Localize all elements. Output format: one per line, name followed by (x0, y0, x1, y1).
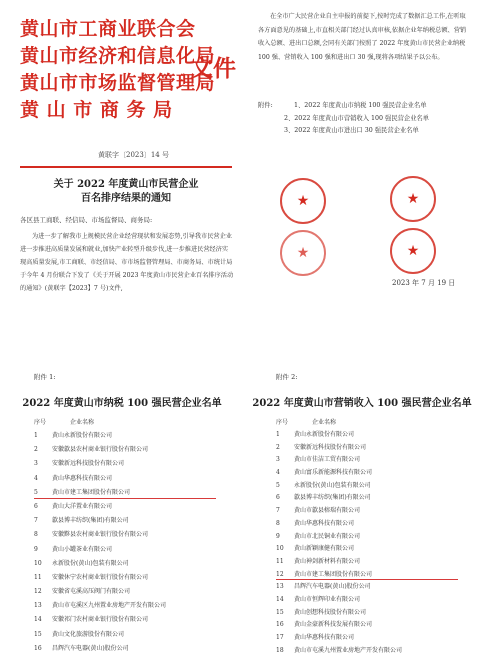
company-name: 黄山创想科技股份有限公司 (294, 608, 367, 616)
column-header-number: 序号 (276, 419, 289, 426)
table-row (34, 557, 234, 571)
table-row (276, 594, 476, 607)
list-title: 2022 年度黄山市营销收入 100 强民营企业名单 (252, 398, 472, 409)
table-row (276, 645, 476, 657)
row-number: 7 (34, 517, 38, 525)
company-name: 黄山市屯溪九州置业房地产开发有限公司 (294, 646, 403, 654)
table-row (34, 585, 234, 599)
row-number: 13 (276, 583, 284, 591)
row-number: 3 (34, 460, 38, 468)
star-icon: ★ (296, 245, 310, 261)
issuer-header (20, 16, 215, 124)
company-name: 安徽休宁农村商业银行股份有限公司 (52, 573, 149, 581)
company-name: 黄山富乐新能源科技有限公司 (294, 469, 373, 477)
company-name: 安徽新远科技股份有限公司 (294, 443, 367, 451)
table-row (276, 518, 476, 531)
company-name: 永新股份(黄山)包装有限公司 (294, 481, 371, 489)
row-number: 11 (34, 573, 42, 581)
row-number: 5 (276, 481, 280, 489)
company-name: 黄山市北民铜业有限公司 (294, 532, 361, 540)
company-name: 黄山华惠科技有限公司 (52, 474, 113, 482)
star-icon: ★ (406, 191, 420, 207)
company-name: 安徽祁门农村商业银行股份有限公司 (52, 616, 149, 624)
attachment-item: 3、2022 年度黄山市进出口 30 强民营企业名单 (284, 127, 419, 134)
row-number: 5 (34, 488, 38, 496)
official-seal (280, 230, 326, 276)
table-row (34, 528, 234, 542)
row-number: 13 (34, 602, 42, 610)
row-number: 12 (34, 588, 42, 596)
company-name: 歙县博丰纺织(集团)有限公司 (52, 517, 129, 525)
row-number: 7 (276, 507, 280, 515)
table-row (276, 556, 476, 569)
company-name: 黄山小罐茶业有限公司 (52, 545, 113, 553)
table-row (276, 480, 476, 493)
company-name: 黄山金豪新科技发展有限公司 (294, 621, 373, 629)
star-icon: ★ (296, 193, 310, 209)
row-number: 6 (34, 502, 38, 510)
company-name: 黄山永新股份有限公司 (294, 431, 355, 438)
row-number: 3 (276, 456, 280, 464)
column-header-name: 企业名称 (70, 419, 95, 426)
company-list (276, 429, 476, 657)
attachment-2-page (250, 362, 474, 652)
table-row (276, 569, 476, 582)
company-name: 安徽歙县农村商业银行股份有限公司 (52, 446, 149, 454)
official-seal (280, 178, 326, 224)
row-number: 11 (276, 557, 284, 565)
company-name: 黄山市歙县榕瑞有限公司 (294, 507, 361, 515)
row-number: 10 (34, 559, 42, 567)
row-number: 16 (276, 621, 284, 629)
row-number: 12 (276, 570, 284, 578)
table-row (34, 514, 234, 528)
company-name: 黄山大洋置业有限公司 (52, 502, 113, 510)
table-row (276, 581, 476, 594)
notice-page-1 (8, 8, 236, 348)
issuer-name: 黄山市经济和信息化局 (20, 45, 216, 67)
company-name: 黄山市建工集团股份有限公司 (294, 570, 373, 578)
row-number: 15 (276, 608, 284, 616)
row-number: 16 (34, 644, 42, 652)
notice-body: 为进一步了解我市上规模民营企业经营现状和发展态势,引导我市民营企业进一步推进高质量发展和就业,加快产业转型升级步伐,进一步推进民营经济实现高质量发展,市工商联、市经信局、市市场监督管理局、市商务局、市统计局于今年 4 月份联合下发了《关于开展 2023 年度黄山市民营企业百名排序活动的通知》(黄联字【2023】7 号)文件, (20, 233, 234, 292)
table-row (276, 619, 476, 632)
issue-date: 2023 年 7 月 19 日 (392, 279, 456, 287)
attachment-label: 附件: (258, 102, 273, 109)
company-name: 黄山市恒辉印业有限公司 (294, 595, 361, 603)
table-row (34, 486, 234, 500)
notice-title-line: 百名排序结果的通知 (81, 193, 171, 204)
red-divider (20, 166, 232, 168)
notice-body-continued: 在全市广大民营企业自主申报的前提下,按时完成了数据汇总工作,在听取各方面意见的基础上,市直相关部门经过认真审核,依据企业年纳税总额、营销收入总额、进出口总额,会同有关部门按照了 2022 年度黄山市民营企业纳税 100 强、营销收入 100 强和进出口 30 强,现将各项结果予以公布。 (258, 13, 467, 61)
notice-page-2 (250, 8, 474, 348)
attachment-item: 2、2022 年度黄山市营销收入 100 强民营企业名单 (284, 114, 430, 122)
company-name: 黄山华惠科技有限公司 (294, 634, 355, 641)
issuer-name: 黄山市工商业联合会 (20, 18, 196, 40)
company-name: 黄山市佳洁工贸有限公司 (294, 456, 361, 464)
official-seal (390, 176, 436, 222)
row-number: 9 (34, 545, 38, 553)
table-row (276, 543, 476, 556)
row-number: 4 (34, 474, 38, 482)
document-number: 黄联字〔2023〕14 号 (98, 151, 169, 159)
table-row (34, 472, 234, 486)
salutation: 各区县工商联、经信局、市场监督局、商务局: (20, 216, 153, 224)
star-icon: ★ (406, 243, 420, 259)
table-row (34, 571, 234, 585)
table-row (276, 632, 476, 645)
column-header-number: 序号 (34, 419, 47, 426)
company-name: 安徽省屯溪高压阀门有限公司 (52, 588, 131, 596)
company-name: 安徽新远科技股份有限公司 (52, 460, 125, 468)
table-row (34, 443, 234, 457)
row-number: 1 (34, 432, 38, 439)
company-name: 黄山市屯溪区九州置业房地产开发有限公司 (52, 602, 167, 610)
column-header-name: 企业名称 (312, 419, 337, 426)
row-number: 9 (276, 532, 280, 540)
company-list (34, 429, 234, 656)
table-row (34, 457, 234, 471)
notice-title-line: 关于 2022 年度黄山市民营企业 (53, 179, 199, 190)
company-name: 黄山华惠科技有限公司 (294, 519, 355, 527)
company-name: 昌辉汽车电器(黄山)股份公司 (52, 644, 129, 652)
table-row (276, 429, 476, 442)
row-number: 15 (34, 630, 42, 638)
row-number: 4 (276, 469, 280, 477)
row-number: 6 (276, 494, 280, 502)
company-name: 昌辉汽车电器(黄山)股份公司 (294, 583, 371, 591)
row-number: 2 (34, 446, 38, 454)
official-seal (390, 228, 436, 274)
company-name: 黄山市建工集团股份有限公司 (52, 488, 131, 496)
row-number: 2 (276, 443, 280, 451)
table-row (276, 531, 476, 544)
table-row (34, 628, 234, 642)
row-number: 17 (276, 634, 284, 641)
attachment-1-page (8, 362, 236, 652)
row-number: 8 (34, 531, 38, 539)
table-row (276, 454, 476, 467)
table-row (34, 642, 234, 656)
row-number: 18 (276, 646, 284, 654)
company-name: 黄山新颖康健有限公司 (294, 545, 355, 553)
attachment-item: 1、2022 年度黄山市纳税 100 强民营企业名单 (294, 102, 427, 109)
issuer-name: 黄 山 市 商 务 局 (20, 99, 173, 121)
row-number: 10 (276, 545, 284, 553)
table-row (34, 500, 234, 514)
company-name: 黄山神剑新材料有限公司 (294, 557, 361, 565)
wenjian-mark: 文件 (190, 55, 236, 82)
company-name: 歙县博丰纺织(集团)有限公司 (294, 494, 371, 502)
table-row (34, 429, 234, 443)
row-number: 14 (276, 595, 284, 603)
table-row (276, 607, 476, 620)
company-name: 永新股份(黄山)包装有限公司 (52, 559, 129, 567)
table-row (34, 543, 234, 557)
attachment-number: 附件 2: (276, 373, 298, 381)
notice-title (20, 178, 232, 206)
table-row (276, 505, 476, 518)
company-name: 黄山永新股份有限公司 (52, 432, 113, 439)
list-title: 2022 年度黄山市纳税 100 强民营企业名单 (22, 398, 222, 409)
attachment-number: 附件 1: (34, 373, 56, 381)
issuer-name: 黄山市市场监督管理局 (20, 72, 216, 94)
table-row (34, 613, 234, 627)
table-row (34, 599, 234, 613)
table-row (276, 467, 476, 480)
company-name: 安徽黟县农村商业银行股份有限公司 (52, 531, 149, 539)
row-number: 8 (276, 519, 280, 527)
attachment-list (258, 100, 472, 138)
row-number: 14 (34, 616, 42, 624)
column-header (34, 417, 224, 426)
company-name: 黄山文化旅游股份有限公司 (52, 630, 125, 638)
table-row (276, 442, 476, 455)
column-header (276, 417, 466, 426)
row-number: 1 (276, 431, 280, 438)
table-row (276, 492, 476, 505)
